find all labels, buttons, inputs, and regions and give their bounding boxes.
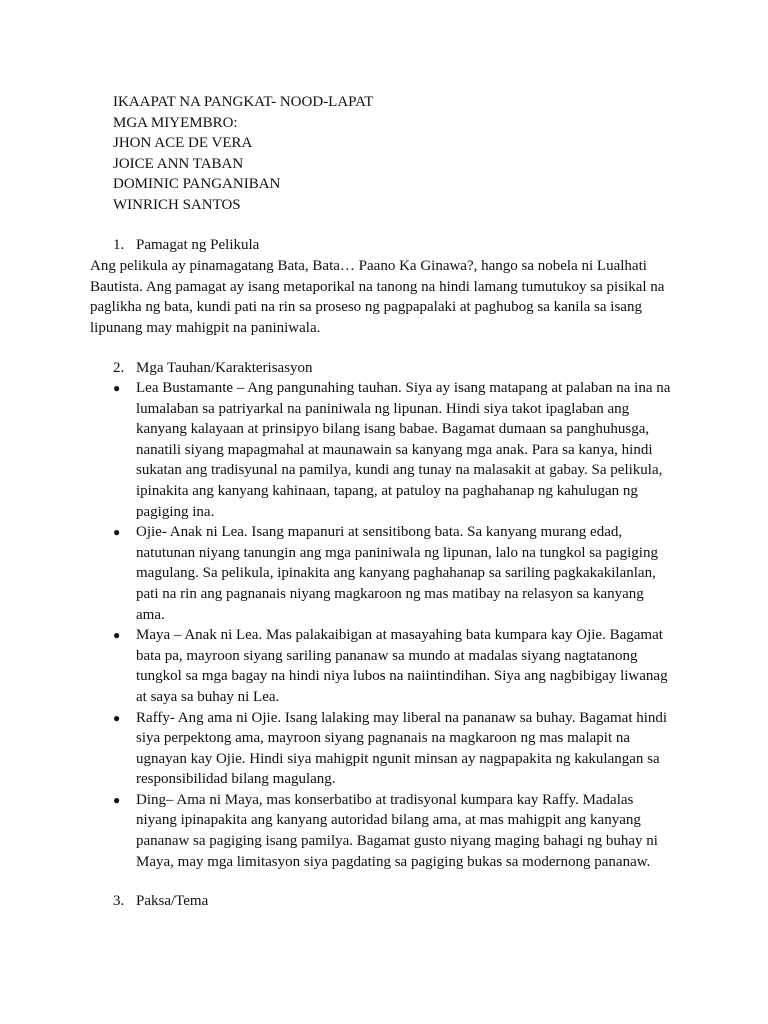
item-line: tungkol sa mga bagay na hindi niya lubos na naiintindihan. Siya ang nagbibigay liwanag: [136, 668, 668, 685]
list-item: [113, 790, 680, 872]
section-number: 1.: [113, 237, 125, 253]
item-line: Maya, may mga limitasyon siya pagdating sa pagiging bukas sa modernong pananaw.: [136, 853, 651, 870]
list-item: [113, 708, 680, 790]
item-line: ipinakita ang kanyang kahinaan, tapang, at patuloy na paghahanap ng kahulugan ng: [136, 482, 638, 499]
item-line: ama.: [136, 606, 165, 623]
paragraph-line: Bautista. Ang pamagat ay isang metaporikal na tanong na hindi lamang tumutukoy sa pisikal na: [90, 278, 665, 295]
item-line: Ding– Ama ni Maya, mas konserbatibo at tradisyonal kumpara kay Raffy. Madalas: [136, 791, 634, 808]
section-heading-text: Pamagat ng Pelikula: [136, 237, 260, 253]
bullet-icon: ●: [113, 525, 121, 540]
item-line: magulang. Sa pelikula, ipinakita ang kanyang paghahanap sa sariling pagkakakilanlan,: [136, 565, 656, 582]
item-line: natutunan niyang tanungin ang mga paniniwala ng lipunan, lalo na tungkol sa pagiging: [136, 544, 658, 561]
section-number: 3.: [113, 893, 125, 909]
item-line: Raffy- Ang ama ni Ojie. Isang lalaking may liberal na pananaw sa buhay. Bagamat hindi: [136, 709, 668, 726]
item-line: ugnayan kay Ojie. Hindi siya mahigpit ngunit minsan ay nagpapakita ng kakulangan sa: [136, 750, 660, 767]
item-line: nanatili siyang mapagmahal at maunawain sa kanyang mga anak. Para sa kanya, hindi: [136, 441, 653, 458]
group-title: IKAAPAT NA PANGKAT- NOOD-LAPAT: [113, 94, 374, 110]
section-heading-text: Paksa/Tema: [136, 893, 209, 909]
title-paragraph: [90, 256, 680, 338]
section-heading-title: [113, 235, 259, 256]
section-heading-characters: [113, 358, 313, 379]
member-name: DOMINIC PANGANIBAN: [113, 176, 281, 193]
item-line: at saya sa buhay ni Lea.: [136, 688, 280, 705]
item-line: lumalaban sa patriyarkal na paniniwala ng lipunan. Hindi siya takot ipaglaban ang: [136, 400, 630, 417]
character-list: [113, 378, 680, 872]
bullet-icon: ●: [113, 628, 121, 643]
list-item: [113, 625, 680, 707]
bullet-icon: ●: [113, 381, 121, 395]
item-line: niyang ipinapakita ang kanyang autoridad bilang ama, at mas mahigpit ang kanyang: [136, 812, 641, 829]
item-line: Maya – Anak ni Lea. Mas palakaibigan at masayahing bata kumpara kay Ojie. Bagamat: [136, 627, 663, 644]
item-line: sukatan ang tradisyunal na pamilya, kundi ang tunay na malasakit at gabay. Sa pelikula,: [136, 462, 663, 479]
item-line: pananaw sa pagiging isang pamilya. Bagamat gusto niyang maging bahagi ng buhay ni: [136, 833, 658, 850]
paragraph-line: paglikha ng bata, kundi pati na rin sa proseso ng pagpapalaki at paghubog sa kanila sa isang: [90, 299, 642, 316]
section-heading-text: Mga Tauhan/Karakterisasyon: [136, 360, 313, 376]
members-label: MGA MIYEMBRO:: [113, 114, 238, 131]
paragraph-line: lipunang may mahigpit na paniniwala.: [90, 319, 321, 336]
item-line: Lea Bustamante – Ang pangunahing tauhan. Siya ay isang matapang at palaban na ina na: [136, 380, 671, 396]
item-line: responsibilidad bilang magulang.: [136, 771, 336, 788]
item-line: pagiging ina.: [136, 503, 215, 520]
item-line: Ojie- Anak ni Lea. Isang mapanuri at sensitibong bata. Sa kanyang murang edad,: [136, 524, 623, 541]
member-name: JHON ACE DE VERA: [113, 135, 253, 152]
list-item: [113, 378, 680, 522]
bullet-icon: ●: [113, 710, 121, 725]
item-line: bata pa, mayroon siyang sariling pananaw sa mundo at madalas siyang nagtatanong: [136, 647, 638, 664]
member-name: JOICE ANN TABAN: [113, 155, 244, 172]
item-line: pati na rin ang pagnanais niyang magkaroon ng mas matibay na relasyon sa kanyang: [136, 585, 644, 602]
bullet-icon: ●: [113, 792, 121, 807]
item-line: siya perpektong ama, mayroon siyang pagnanais na magkaroon ng mas malapit na: [136, 730, 631, 747]
section-number: 2.: [113, 360, 125, 376]
paragraph-line: Ang pelikula ay pinamagatang Bata, Bata… Paano Ka Ginawa?, hango sa nobela ni Lualhati: [90, 258, 647, 274]
member-name: WINRICH SANTOS: [113, 196, 241, 213]
list-item: [113, 522, 680, 625]
group-header: [113, 92, 373, 216]
item-line: kanyang kalayaan at prinsipyo bilang isang babae. Bagamat dumaan sa panghuhusga,: [136, 421, 650, 438]
section-heading-theme: [113, 891, 208, 912]
